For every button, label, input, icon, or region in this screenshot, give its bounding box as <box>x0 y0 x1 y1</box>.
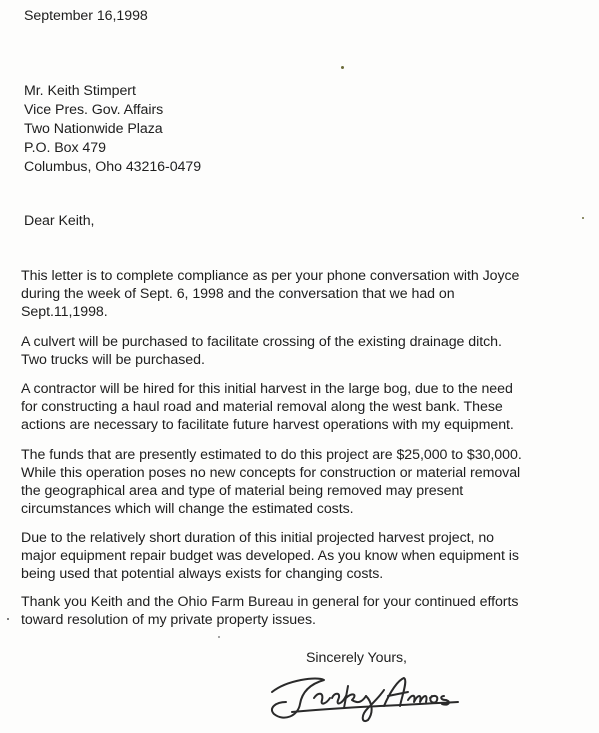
body-line: A culvert will be purchased to facilitate crossing of the existing drainage ditch. <box>21 334 502 350</box>
body-line: This letter is to complete compliance as per your phone conversation with Joyce <box>21 268 520 284</box>
body-line: Sept.11,1998. <box>21 304 108 320</box>
body-line: Thank you Keith and the Ohio Farm Bureau in general for your continued efforts <box>21 594 519 610</box>
body-line: circumstances which will change the estimated costs. <box>21 501 354 517</box>
body-line: The funds that are presently estimated to do this project are $25,000 to $30,000. <box>21 447 522 463</box>
address-line: Mr. Keith Stimpert <box>24 83 136 99</box>
scan-speck <box>582 217 584 219</box>
address-line: Vice Pres. Gov. Affairs <box>24 102 164 118</box>
letter-date: September 16,1998 <box>24 8 148 24</box>
scan-speck <box>218 636 220 638</box>
body-line: for constructing a haul road and material removal along the west bank. These <box>21 399 503 415</box>
body-line: Due to the relatively short duration of this initial projected harvest project, no <box>21 530 495 546</box>
closing: Sincerely Yours, <box>306 650 407 666</box>
body-line: While this operation poses no new concepts for construction or material removal <box>21 465 521 481</box>
body-line: major equipment repair budget was developed. As you know when equipment is <box>21 548 519 564</box>
scan-speck <box>341 66 344 69</box>
body-line: being used that potential always exists for changing costs. <box>21 566 384 582</box>
address-line: P.O. Box 479 <box>24 140 106 156</box>
body-line: Two trucks will be purchased. <box>21 352 205 368</box>
address-line: Columbus, Oho 43216-0479 <box>24 159 202 175</box>
body-line: during the week of Sept. 6, 1998 and the conversation that we had on <box>21 286 455 302</box>
scan-speck <box>7 618 9 620</box>
handwritten-signature <box>262 662 474 726</box>
body-line: toward resolution of my private property issues. <box>21 612 316 628</box>
body-line: the geographical area and type of material being removed may present <box>21 483 464 499</box>
body-line: actions are necessary to facilitate future harvest operations with my equipment. <box>21 417 514 433</box>
body-line: A contractor will be hired for this initial harvest in the large bog, due to the need <box>21 381 513 397</box>
salutation: Dear Keith, <box>24 213 95 229</box>
address-line: Two Nationwide Plaza <box>24 121 163 137</box>
